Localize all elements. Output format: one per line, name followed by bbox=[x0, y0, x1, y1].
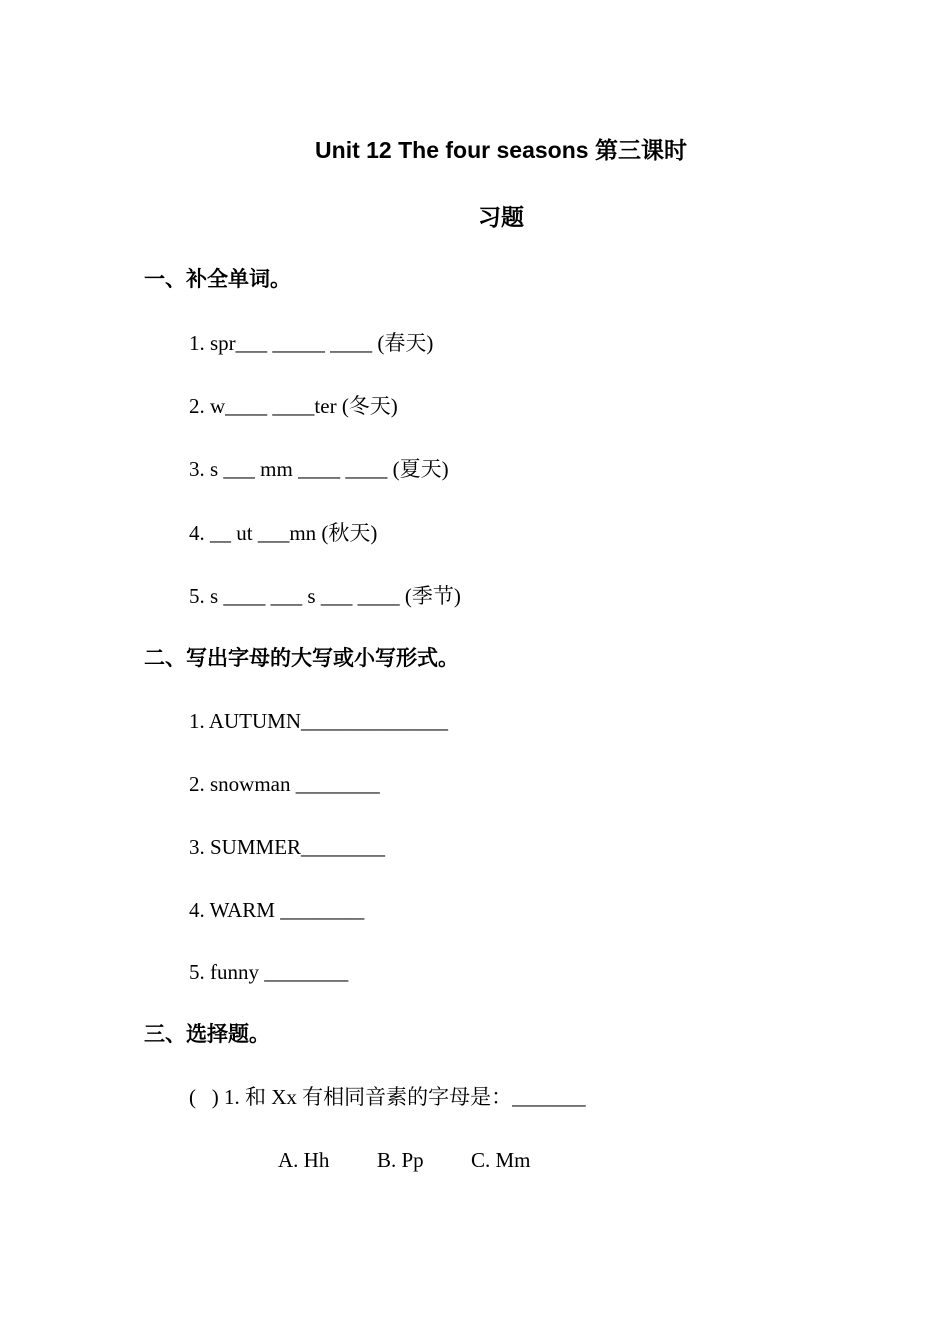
section-1-item-4: 4. __ ut ___mn (秋天) bbox=[189, 521, 378, 545]
section-2-item-5: 5. funny ________ bbox=[189, 960, 349, 984]
option-a: A. Hh bbox=[278, 1148, 330, 1172]
worksheet-title: Unit 12 The four seasons 第三课时 bbox=[315, 137, 687, 163]
section-2-item-2: 2. snowman ________ bbox=[189, 772, 380, 796]
section-3-heading: 三、选择题。 bbox=[144, 1023, 270, 1046]
section-1-item-5: 5. s ____ ___ s ___ ____ (季节) bbox=[189, 584, 461, 608]
section-1-item-3: 3. s ___ mm ____ ____ (夏天) bbox=[189, 457, 449, 481]
section-1-heading: 一、补全单词。 bbox=[144, 268, 291, 291]
section-2-heading: 二、写出字母的大写或小写形式。 bbox=[144, 647, 459, 670]
section-3-question-1: ( ) 1. 和 Xx 有相同音素的字母是：_______ bbox=[189, 1085, 586, 1109]
section-1-item-1: 1. spr___ _____ ____ (春天) bbox=[189, 331, 434, 355]
section-2-item-1: 1. AUTUMN______________ bbox=[189, 709, 449, 733]
section-2-item-4: 4. WARM ________ bbox=[189, 898, 365, 922]
section-2-item-3: 3. SUMMER________ bbox=[189, 835, 386, 859]
section-1-item-2: 2. w____ ____ter (冬天) bbox=[189, 394, 398, 418]
worksheet-subtitle: 习题 bbox=[478, 204, 524, 230]
option-b: B. Pp bbox=[377, 1148, 424, 1172]
option-c: C. Mm bbox=[471, 1148, 531, 1172]
